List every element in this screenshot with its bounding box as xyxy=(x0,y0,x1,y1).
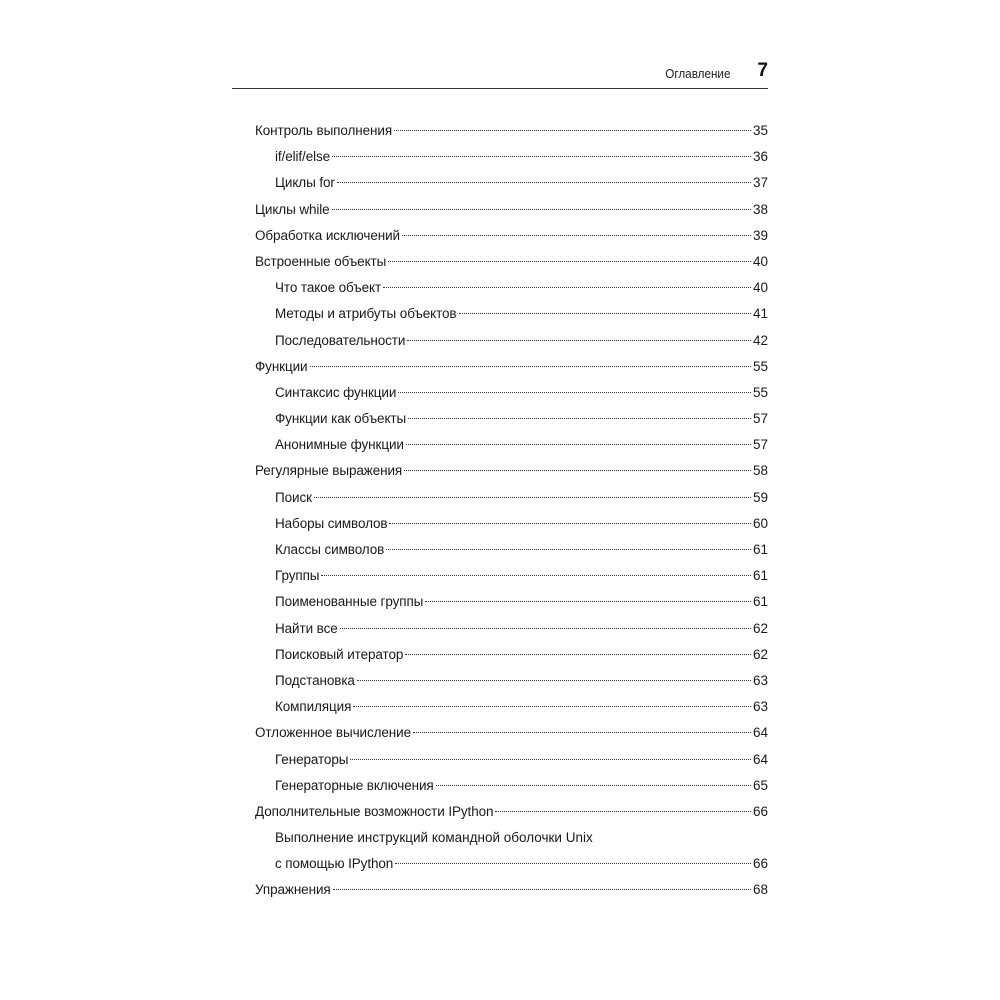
toc-subentry xyxy=(255,485,768,511)
dot-leader xyxy=(314,497,751,498)
dot-leader xyxy=(340,628,751,629)
toc-subentry xyxy=(255,537,768,563)
toc-entry-row xyxy=(255,694,768,720)
toc-entry-title: Циклы for xyxy=(275,175,335,191)
toc-entry-page-number: 68 xyxy=(752,882,768,898)
toc-entry-page-number: 66 xyxy=(752,803,768,819)
toc-entry-title: Циклы while xyxy=(255,201,330,217)
toc-entry-title: Обработка исключений xyxy=(255,227,400,243)
dot-leader xyxy=(407,340,751,341)
dot-leader xyxy=(425,601,751,602)
toc-subentry xyxy=(255,825,768,877)
toc-subentry xyxy=(255,406,768,432)
toc-entry-row xyxy=(255,249,768,275)
toc-entry-page-number: 57 xyxy=(752,411,768,427)
toc-entry-page-number: 57 xyxy=(752,437,768,453)
toc-entry-title: Классы символов xyxy=(275,542,385,557)
toc-entry-page-number: 35 xyxy=(752,123,768,138)
toc-entry-title: Встроенные объекты xyxy=(255,253,387,269)
toc-entry-page-number: 37 xyxy=(752,175,768,191)
toc-entry-row xyxy=(255,406,768,432)
toc-entry-page-number: 63 xyxy=(752,672,768,688)
toc-entry-page-number: 61 xyxy=(752,594,768,610)
toc-entry-row xyxy=(255,799,768,825)
toc-entry-title: Подстановка xyxy=(275,672,355,688)
toc-subentry xyxy=(255,301,768,327)
running-head-section-title: Оглавление xyxy=(664,66,730,81)
toc-subentry xyxy=(255,616,768,642)
dot-leader xyxy=(436,785,751,786)
dot-leader xyxy=(310,366,751,367)
toc-entry-row xyxy=(255,485,768,511)
toc-subentry xyxy=(255,432,768,458)
toc-subentry xyxy=(255,668,768,694)
toc-entry-page-number: 62 xyxy=(752,620,768,636)
toc-entry-row xyxy=(255,380,768,406)
toc-entry-page-number: 59 xyxy=(752,489,768,505)
toc-entry-page-number: 42 xyxy=(752,332,768,348)
toc-entry xyxy=(255,799,768,825)
toc-entry-row xyxy=(255,747,768,773)
toc-entry-title: Поисковый итератор xyxy=(275,646,404,662)
toc-entry-page-number: 40 xyxy=(752,280,768,296)
toc-entry-row xyxy=(255,616,768,642)
toc-subentry xyxy=(255,642,768,668)
toc-subentry xyxy=(255,170,768,196)
toc-entry-page-number: 55 xyxy=(752,358,768,374)
toc-subentry xyxy=(255,563,768,589)
toc-entry-row xyxy=(255,275,768,301)
toc-entry-row xyxy=(255,563,768,589)
toc-entry-title: Контроль выполнения xyxy=(255,123,393,138)
dot-leader xyxy=(388,261,751,262)
toc-entry-page-number: 39 xyxy=(752,227,768,243)
toc-subentry xyxy=(255,144,768,170)
toc-subentry xyxy=(255,328,768,354)
toc-entry-page-number: 65 xyxy=(752,777,768,793)
dot-leader xyxy=(353,706,751,707)
toc-entry-page-number: 40 xyxy=(752,253,768,269)
toc-entry-page-number: 64 xyxy=(752,751,768,767)
toc-entry-title: Наборы символов xyxy=(275,515,388,531)
toc-entry-row xyxy=(255,773,768,799)
toc-entry-title: Генераторы xyxy=(275,751,349,767)
toc-subentry xyxy=(255,589,768,615)
dot-leader xyxy=(408,418,751,419)
dot-leader xyxy=(333,889,751,890)
toc-subentry xyxy=(255,380,768,406)
toc-entry-row xyxy=(255,720,768,746)
toc-entry-page-number: 63 xyxy=(752,699,768,715)
toc-entry-row xyxy=(255,197,768,223)
toc-entry-title: Компиляция xyxy=(275,699,352,715)
toc-entry-title: Синтаксис функции xyxy=(275,384,397,400)
toc-entry-page-number: 55 xyxy=(752,384,768,400)
toc-entry-row xyxy=(255,301,768,327)
toc-entry-page-number: 58 xyxy=(752,463,768,479)
toc-entry xyxy=(255,118,768,144)
toc-entry-title: Поименованные группы xyxy=(275,594,424,610)
toc-entry-page-number: 64 xyxy=(752,725,768,741)
toc-entry xyxy=(255,249,768,275)
toc-entry-row xyxy=(255,851,768,877)
dot-leader xyxy=(350,759,751,760)
dot-leader xyxy=(357,680,751,681)
toc-entry-page-number: 41 xyxy=(752,306,768,322)
dot-leader xyxy=(383,287,751,288)
toc-entry xyxy=(255,720,768,746)
toc-entry-row xyxy=(255,877,768,903)
toc-entry-row xyxy=(255,170,768,196)
toc-entry-title: Генераторные включения xyxy=(275,777,434,793)
toc-entry-row xyxy=(255,642,768,668)
dot-leader xyxy=(321,575,751,576)
toc-entry-title: Что такое объект xyxy=(275,280,382,296)
dot-leader xyxy=(495,811,751,812)
toc-entry-page-number: 61 xyxy=(752,542,768,557)
toc-entry-page-number: 38 xyxy=(752,201,768,217)
dot-leader xyxy=(332,156,751,157)
toc-subentry xyxy=(255,694,768,720)
toc-subentry xyxy=(255,511,768,537)
toc-subentry xyxy=(255,773,768,799)
dot-leader xyxy=(402,235,751,236)
toc-entry-row xyxy=(255,118,768,144)
toc-entry-row xyxy=(255,328,768,354)
toc-entry-row xyxy=(255,354,768,380)
toc-entry-row xyxy=(255,432,768,458)
toc-subentry xyxy=(255,747,768,773)
toc-subentry xyxy=(255,275,768,301)
dot-leader xyxy=(394,130,751,131)
toc-entry-title: Регулярные выражения xyxy=(255,463,403,479)
dot-leader xyxy=(386,549,751,550)
dot-leader xyxy=(332,209,751,210)
toc-entry-row xyxy=(255,668,768,694)
toc-entry-title: if/elif/else xyxy=(275,149,331,165)
dot-leader xyxy=(398,392,751,393)
toc-entry-row xyxy=(255,589,768,615)
toc-entry-page-number: 61 xyxy=(752,568,768,584)
table-of-contents xyxy=(255,118,768,904)
toc-entry-row xyxy=(255,511,768,537)
toc-entry xyxy=(255,223,768,249)
toc-entry-title: Последовательности xyxy=(275,332,406,348)
toc-entry-title: Дополнительные возможности IPython xyxy=(255,803,494,819)
dot-leader xyxy=(389,523,750,524)
toc-entry-title: Анонимные функции xyxy=(275,437,404,453)
toc-entry-title-line: Выполнение инструкций командной оболочки Unix xyxy=(275,830,593,846)
toc-entry-title: с помощью IPython xyxy=(275,856,394,872)
dot-leader xyxy=(395,863,751,864)
toc-entry-title: Методы и атрибуты объектов xyxy=(275,306,457,322)
toc-entry-title: Найти все xyxy=(275,620,338,636)
toc-entry-page-number: 66 xyxy=(752,856,768,872)
toc-entry-title: Упражнения xyxy=(255,882,331,898)
dot-leader xyxy=(337,182,751,183)
toc-entry xyxy=(255,458,768,484)
dot-leader xyxy=(413,732,751,733)
toc-entry-row xyxy=(255,458,768,484)
dot-leader xyxy=(405,654,751,655)
running-head xyxy=(232,60,768,89)
dot-leader xyxy=(406,444,751,445)
toc-entry-page-number: 36 xyxy=(752,149,768,165)
toc-entry xyxy=(255,354,768,380)
toc-entry-title: Отложенное вычисление xyxy=(255,725,411,741)
dot-leader xyxy=(404,470,751,471)
toc-entry-row xyxy=(255,223,768,249)
toc-entry xyxy=(255,877,768,903)
toc-entry-row xyxy=(255,144,768,170)
toc-entry-page-number: 62 xyxy=(752,646,768,662)
toc-entry xyxy=(255,197,768,223)
toc-entry-title: Функции xyxy=(255,358,308,374)
toc-entry-title: Поиск xyxy=(275,489,312,505)
toc-entry-title: Функции как объекты xyxy=(275,411,407,427)
toc-entry-title: Группы xyxy=(275,568,320,584)
toc-entry-row xyxy=(255,537,768,563)
page-number: 7 xyxy=(757,60,768,81)
toc-entry-page-number: 60 xyxy=(752,515,768,531)
dot-leader xyxy=(459,313,751,314)
